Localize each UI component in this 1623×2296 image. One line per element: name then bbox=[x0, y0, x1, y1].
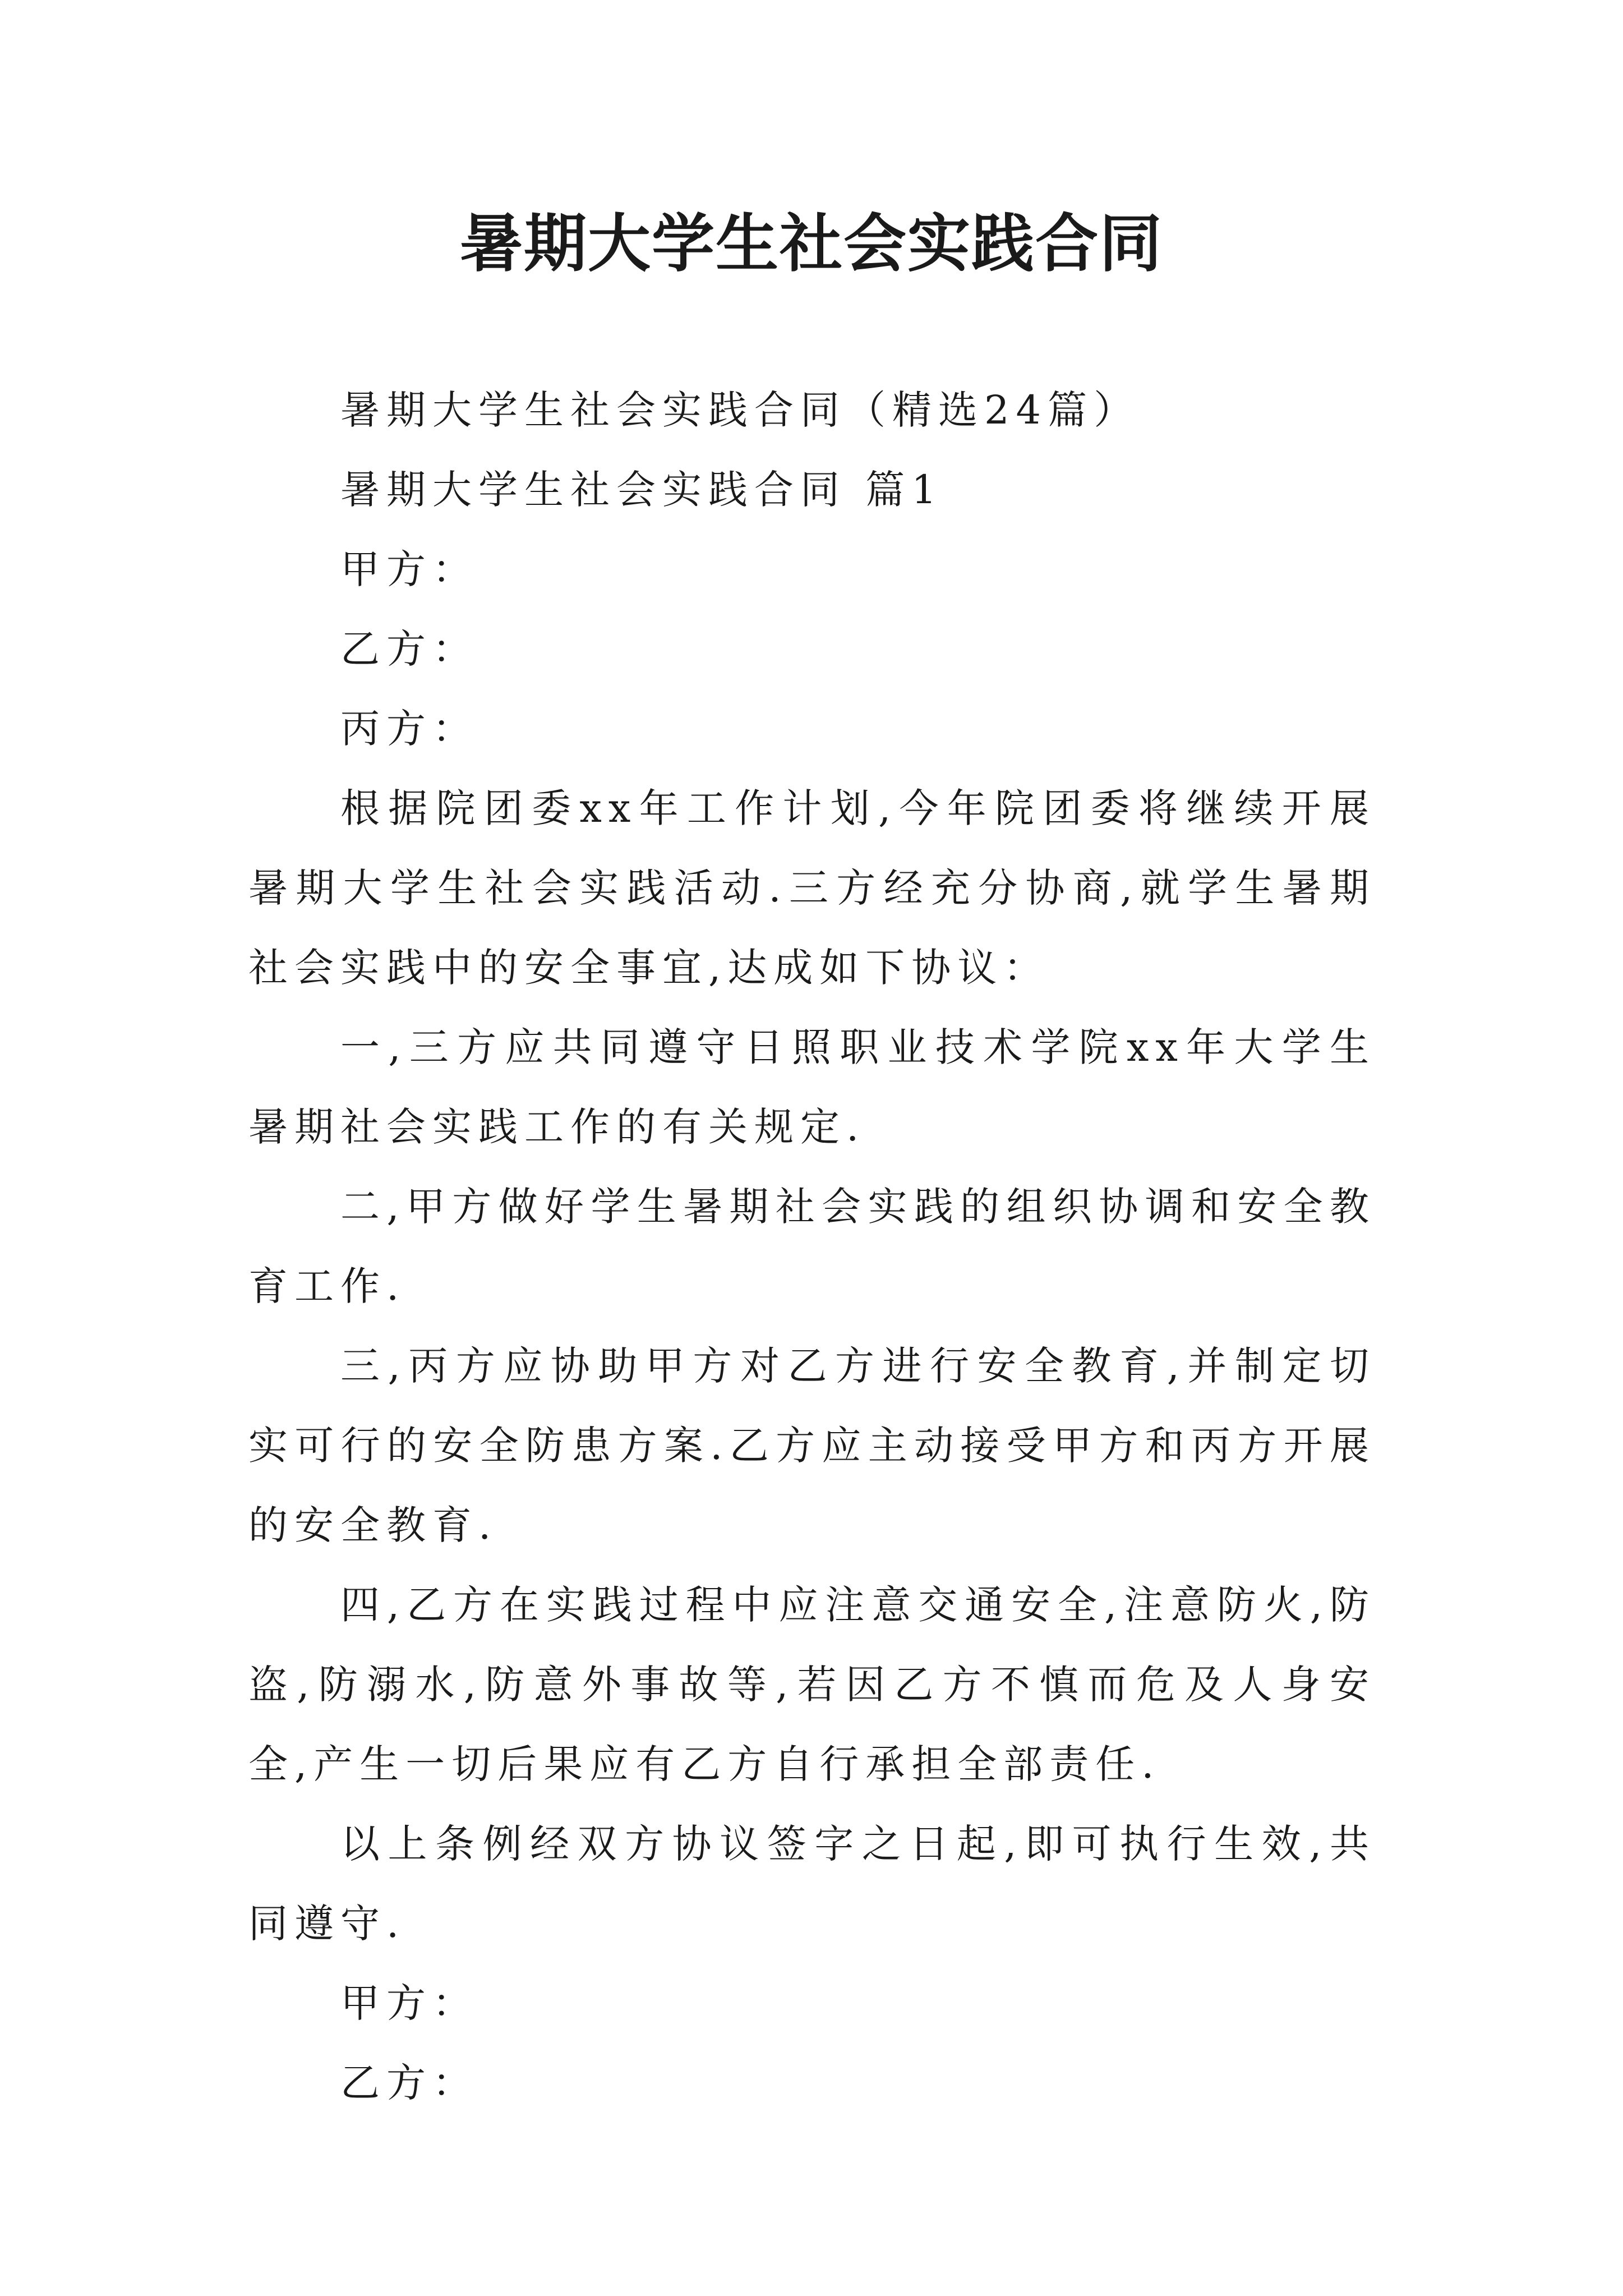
paragraph-intro: 根据院团委xx年工作计划,今年院团委将继续开展暑期大学生社会实践活动.三方经充分协商,就学生暑期社会实践中的安全事宜,达成如下协议： bbox=[248, 785, 1376, 991]
signature-party-b-label: 乙方： bbox=[340, 2060, 478, 2106]
clause-2: 二,甲方做好学生暑期社会实践的组织协调和安全教育工作. bbox=[248, 1184, 1376, 1309]
clause-3: 三,丙方应协助甲方对乙方进行安全教育,并制定切实可行的安全防患方案.乙方应主动接受甲方和丙方开展的安全教育. bbox=[248, 1343, 1376, 1548]
party-c-label: 丙方： bbox=[340, 706, 478, 752]
clause-1: 一,三方应共同遵守日照职业技术学院xx年大学生暑期社会实践工作的有关规定. bbox=[248, 1024, 1376, 1150]
document-title: 暑期大学生社会实践合同 bbox=[460, 207, 1163, 280]
paragraph-closing: 以上条例经双方协议签字之日起,即可执行生效,共同遵守. bbox=[248, 1821, 1376, 1947]
paragraph-section-heading: 暑期大学生社会实践合同 篇1 bbox=[340, 467, 943, 513]
clause-4: 四,乙方在实践过程中应注意交通安全,注意防火,防盗,防溺水,防意外事故等,若因乙方不慎而危及人身安全,产生一切后果应有乙方自行承担全部责任. bbox=[248, 1582, 1376, 1787]
party-b-label: 乙方： bbox=[340, 626, 478, 672]
party-a-label: 甲方： bbox=[340, 546, 478, 592]
signature-party-a-label: 甲方： bbox=[340, 1980, 478, 2026]
paragraph-subtitle: 暑期大学生社会实践合同（精选24篇） bbox=[340, 387, 1140, 433]
document-body bbox=[248, 370, 1376, 2123]
